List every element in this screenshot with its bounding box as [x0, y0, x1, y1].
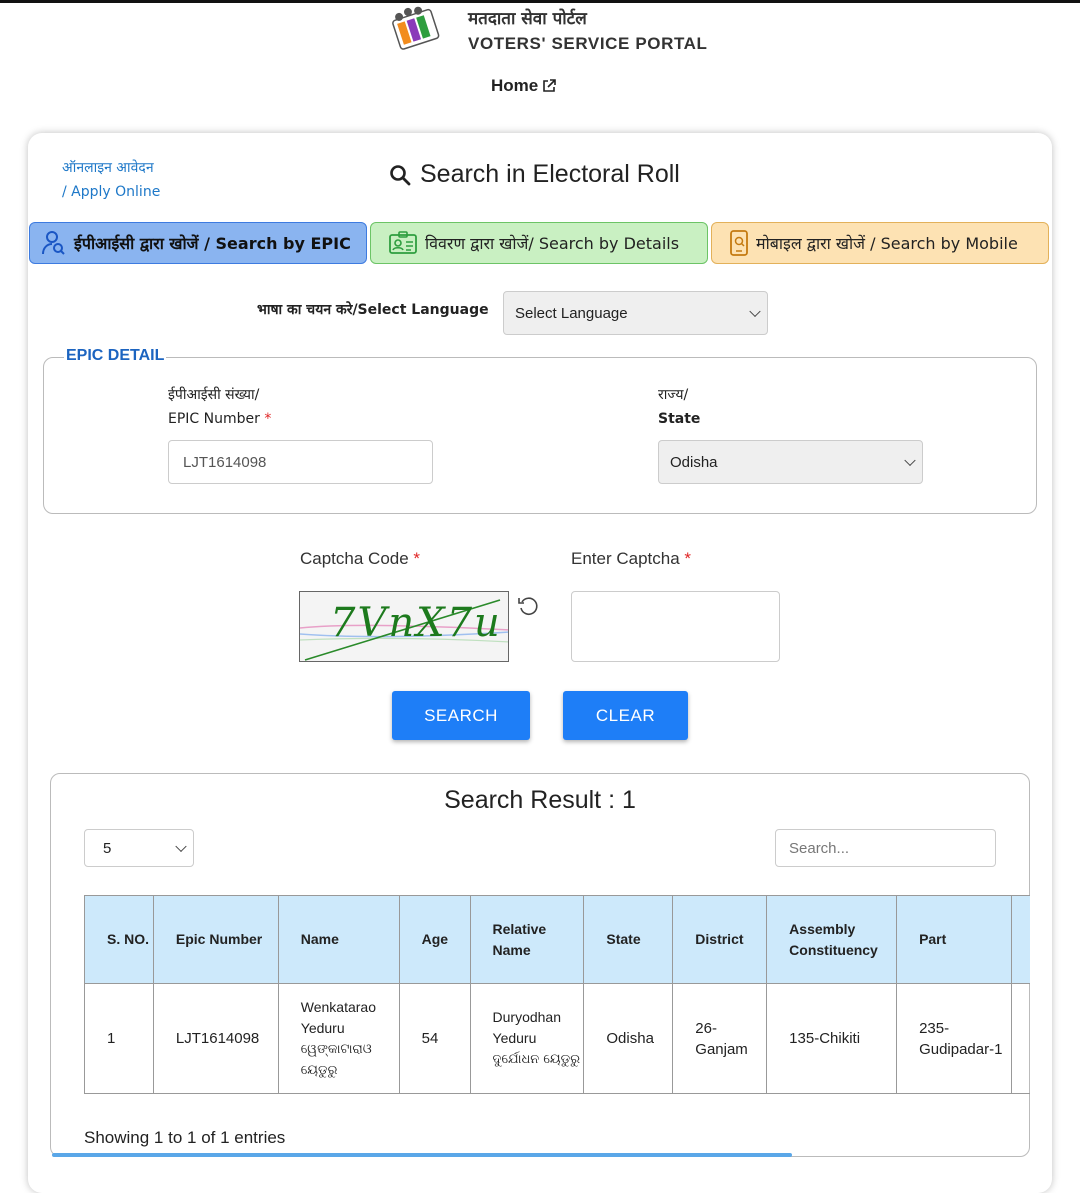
table-search-input[interactable]: Search...: [775, 829, 996, 867]
clear-button[interactable]: CLEAR: [563, 691, 688, 740]
page-size-value: 5: [103, 839, 112, 857]
portal-title-english: VOTERS' SERVICE PORTAL: [468, 34, 708, 53]
epic-label-english: EPIC Number: [168, 411, 260, 427]
eci-logo-icon: [386, 4, 448, 56]
results-table-viewport: [84, 895, 1030, 1095]
state-label-hindi: राज्य/: [658, 387, 689, 403]
cell-relative: [470, 984, 584, 1094]
apply-online-hindi: ऑनलाइन आवेदन: [62, 160, 154, 176]
captcha-text: 7VnX7u: [330, 600, 502, 646]
search-icon: [388, 163, 412, 187]
col-header-epic: Epic Number: [153, 896, 278, 984]
page-title: [388, 160, 680, 189]
required-asterisk: *: [413, 549, 421, 568]
horizontal-scrollbar[interactable]: [52, 1153, 792, 1157]
col-header-age: Age: [399, 896, 470, 984]
apply-online-english: / Apply Online: [62, 184, 161, 200]
state-selected-value: Odisha: [670, 453, 718, 471]
captcha-code-label-text: Captcha Code: [300, 549, 409, 568]
user-search-icon: [42, 230, 66, 256]
portal-title-hindi: मतदाता सेवा पोर्टल: [468, 9, 587, 29]
tab-details-label: विवरण द्वारा खोजें/ Search by Details: [425, 234, 680, 253]
col-header-name: Name: [278, 896, 399, 984]
col-header-part: Part: [897, 896, 1012, 984]
language-label: भाषा का चयन करे/Select Language: [257, 302, 489, 318]
language-selected-value: Select Language: [515, 304, 628, 322]
id-card-icon: [389, 231, 417, 255]
cell-epic: LJT1614098: [153, 984, 278, 1094]
chevron-down-icon: [904, 455, 915, 466]
home-link[interactable]: [491, 76, 556, 96]
state-label-english: State: [658, 411, 701, 427]
external-link-icon: [542, 79, 556, 93]
epic-number-label: [168, 383, 271, 431]
cell-name: [278, 984, 399, 1094]
tab-mobile-label: मोबाइल द्वारा खोजें / Search by Mobile: [756, 234, 1018, 253]
cell-relative-local: ଦୁର୍ଯୋଧନ ୟେଡୁରୁ: [492, 1052, 581, 1067]
cell-name-english: Wenkatarao Yeduru: [300, 998, 376, 1036]
home-link-label: Home: [491, 76, 539, 95]
tab-epic-label: ईपीआईसी द्वारा खोजें / Search by EPIC: [74, 234, 351, 253]
apply-online-link[interactable]: [62, 156, 160, 204]
cell-part: 235-Gudipadar-1: [897, 984, 1012, 1094]
cell-state: Odisha: [584, 984, 673, 1094]
tab-search-by-mobile[interactable]: [711, 222, 1049, 264]
epic-detail-fieldset: [43, 357, 1037, 514]
cell-sno: 1: [85, 984, 154, 1094]
col-header-district: District: [673, 896, 767, 984]
col-header-relative: Relative Name: [470, 896, 584, 984]
col-header-sno: S. NO.: [85, 896, 154, 984]
cell-relative-english: Duryodhan Yeduru: [492, 1009, 562, 1046]
cell-district: 26-Ganjam: [673, 984, 767, 1094]
enter-captcha-label: [571, 549, 691, 569]
col-header-overflow: [1011, 896, 1030, 984]
epic-label-hindi: ईपीआईसी संख्या/: [168, 387, 260, 403]
cell-overflow: [1011, 984, 1030, 1094]
tab-search-by-details[interactable]: [370, 222, 708, 264]
mobile-phone-icon: [730, 230, 748, 256]
enter-captcha-label-text: Enter Captcha: [571, 549, 680, 568]
language-select[interactable]: [503, 291, 768, 335]
results-table: [84, 895, 1030, 1094]
chevron-down-icon: [175, 841, 186, 852]
search-button[interactable]: SEARCH: [392, 691, 530, 740]
required-asterisk: *: [684, 549, 692, 568]
top-border: [0, 0, 1080, 3]
search-result-title: Search Result : 1: [444, 786, 636, 814]
state-label: [658, 383, 700, 431]
captcha-input[interactable]: [571, 591, 780, 662]
cell-age: 54: [399, 984, 470, 1094]
entries-info: Showing 1 to 1 of 1 entries: [84, 1128, 286, 1147]
col-header-assembly: Assembly Constituency: [767, 896, 897, 984]
table-header-row: [85, 896, 1031, 984]
epic-number-input[interactable]: LJT1614098: [168, 440, 433, 484]
captcha-code-label: [300, 549, 420, 569]
page-size-select[interactable]: [84, 829, 194, 867]
required-asterisk: *: [264, 411, 272, 427]
col-header-state: State: [584, 896, 673, 984]
epic-detail-legend: EPIC DETAIL: [66, 347, 165, 364]
page-title-text: Search in Electoral Roll: [420, 160, 680, 188]
table-row: [85, 984, 1031, 1094]
cell-assembly: 135-Chikiti: [767, 984, 897, 1094]
tab-search-by-epic[interactable]: [29, 222, 367, 264]
state-select[interactable]: [658, 440, 923, 484]
captcha-image: [299, 591, 509, 662]
refresh-captcha-icon[interactable]: [516, 594, 540, 618]
chevron-down-icon: [749, 306, 760, 317]
cell-name-local: ୱେଙ୍କାଟାରାଓ ୟେଡୁରୁ: [300, 1041, 372, 1078]
